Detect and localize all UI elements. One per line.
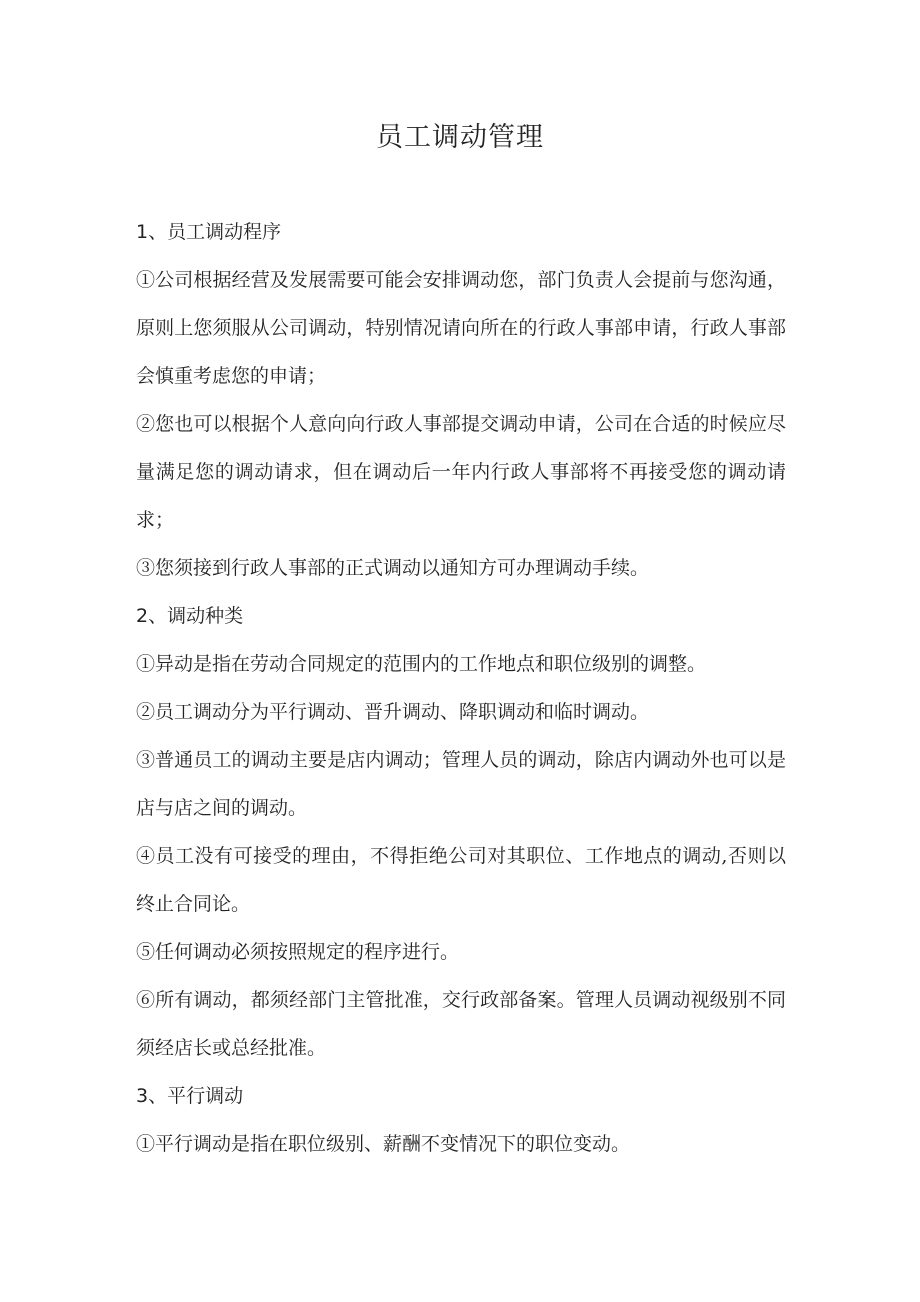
- paragraph: ⑤任何调动必须按照规定的程序进行。: [136, 941, 460, 963]
- paragraph: ④员工没有可接受的理由，不得拒绝公司对其职位、工作地点的调动,否则以终止合同论。: [136, 845, 786, 915]
- paragraph: ①异动是指在劳动合同规定的范围内的工作地点和职位级别的调整。: [136, 653, 707, 675]
- paragraph: ②员工调动分为平行调动、晋升调动、降职调动和临时调动。: [136, 701, 650, 723]
- paragraph: ③您须接到行政人事部的正式调动以通知方可办理调动手续。: [136, 557, 650, 579]
- section-heading: 2、调动种类: [136, 605, 244, 627]
- paragraph: ①公司根据经营及发展需要可能会安排调动您，部门负责人会提前与您沟通，原则上您须服从公司调动，特别情况请向所在的行政人事部申请，行政人事部会慎重考虑您的申请；: [136, 269, 786, 387]
- paragraph: ②您也可以根据个人意向向行政人事部提交调动申请，公司在合适的时候应尽量满足您的调动请求，但在调动后一年内行政人事部将不再接受您的调动请求；: [136, 413, 786, 531]
- document-body: [136, 208, 786, 1168]
- section-heading: 3、平行调动: [136, 1085, 244, 1107]
- paragraph: ⑥所有调动，都须经部门主管批准，交行政部备案。管理人员调动视级别不同须经店长或总经批准。: [136, 989, 786, 1059]
- paragraph: ③普通员工的调动主要是店内调动；管理人员的调动，除店内调动外也可以是店与店之间的调动。: [136, 749, 786, 819]
- document-title: 员工调动管理: [376, 122, 544, 153]
- section-heading: 1、员工调动程序: [136, 221, 282, 243]
- paragraph: ①平行调动是指在职位级别、薪酬不变情况下的职位变动。: [136, 1133, 631, 1155]
